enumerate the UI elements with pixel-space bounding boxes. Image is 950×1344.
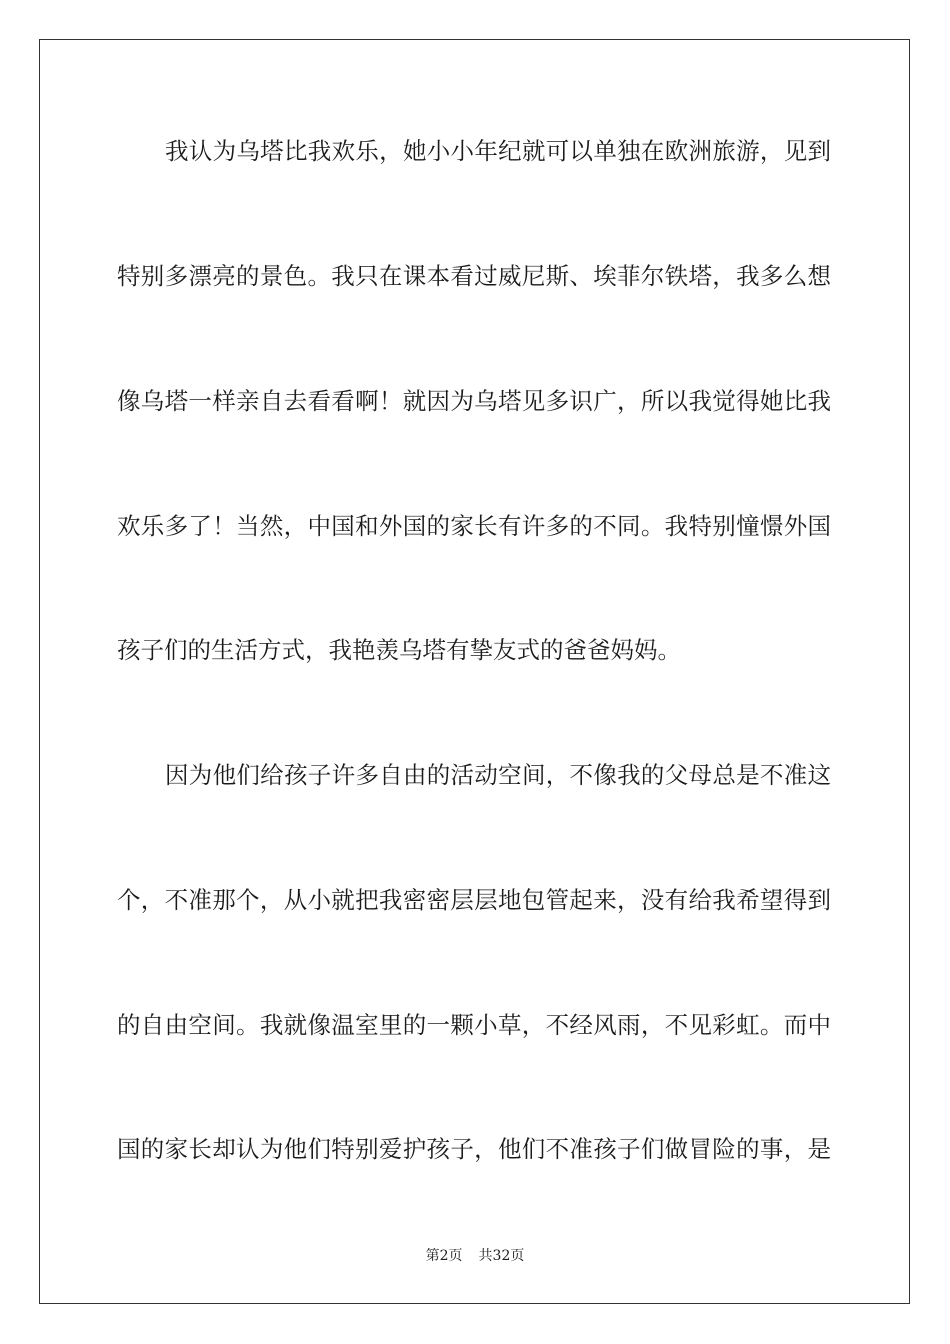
paragraph-line: 孩子们的生活方式，我艳羡乌塔有挚友式的爸爸妈妈。 — [117, 636, 681, 664]
paragraph-line: 国的家长却认为他们特别爱护孩子，他们不准孩子们做冒险的事，是 — [117, 1135, 831, 1163]
page-footer — [0, 1247, 950, 1265]
page-number: 第2页 — [425, 1248, 463, 1264]
paragraph-line: 特别多漂亮的景色。我只在课本看过威尼斯、埃菲尔铁塔，我多么想 — [117, 262, 831, 290]
paragraph-line: 因为他们给孩子许多自由的活动空间，不像我的父母总是不准这 — [165, 761, 831, 789]
paragraph-line: 个，不准那个，从小就把我密密层层地包管起来，没有给我希望得到 — [117, 886, 831, 914]
page-total: 共32页 — [478, 1248, 525, 1264]
page-border — [39, 39, 910, 1304]
paragraph-line: 我认为乌塔比我欢乐，她小小年纪就可以单独在欧洲旅游，见到 — [165, 137, 831, 165]
paragraph-line: 欢乐多了！当然，中国和外国的家长有许多的不同。我特别憧憬外国 — [117, 512, 831, 540]
paragraph-line: 的自由空间。我就像温室里的一颗小草，不经风雨，不见彩虹。而中 — [117, 1011, 831, 1039]
paragraph-line: 像乌塔一样亲自去看看啊！就因为乌塔见多识广，所以我觉得她比我 — [117, 387, 831, 415]
